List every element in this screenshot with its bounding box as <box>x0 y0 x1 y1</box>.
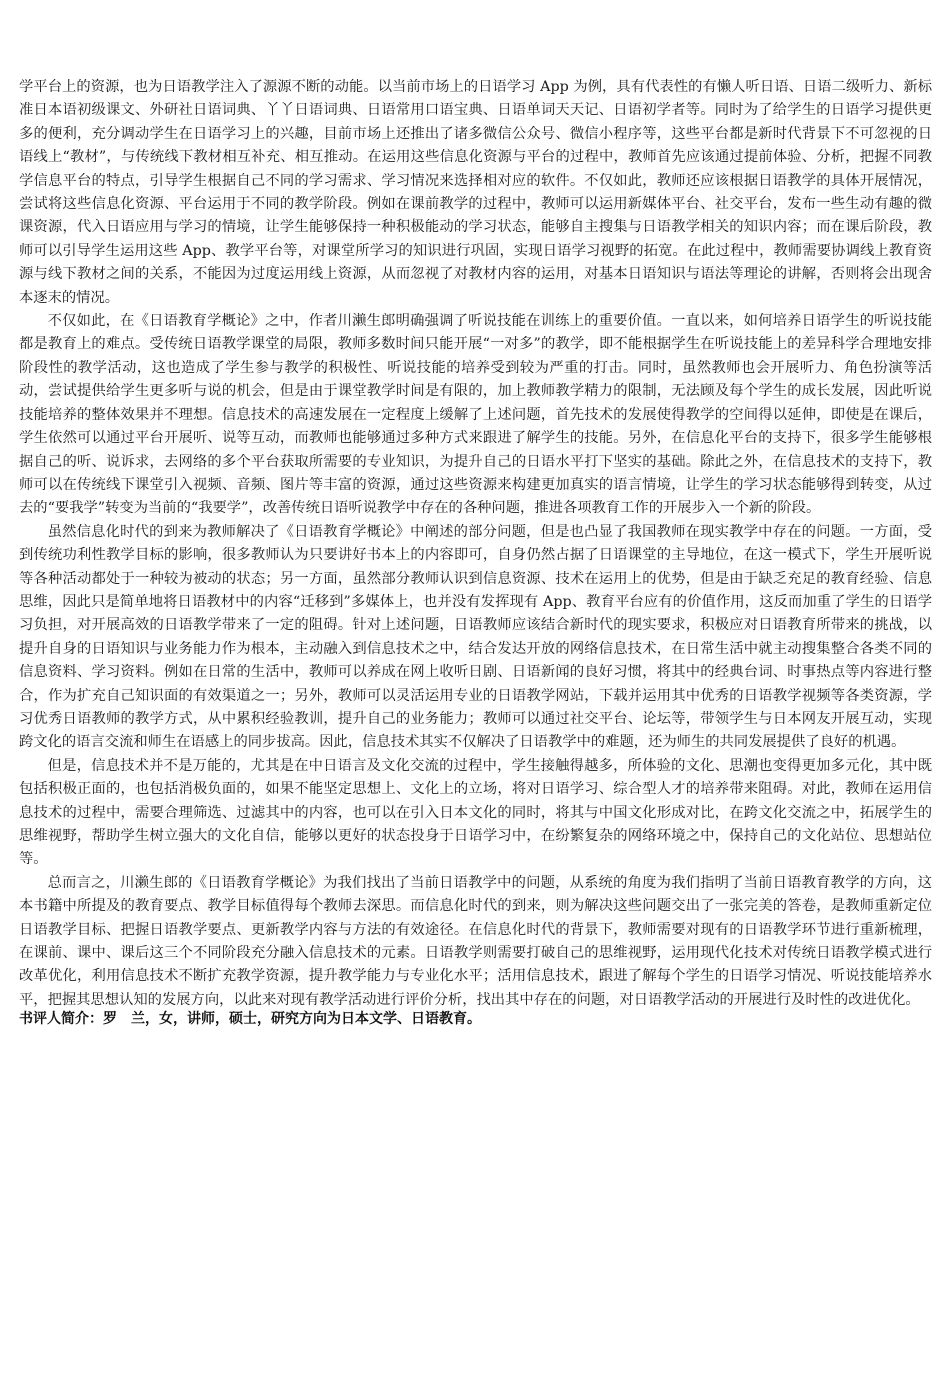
paragraph-4: 但是，信息技术并不是万能的，尤其是在中日语言及文化交流的过程中，学生接触得越多，所体验的文化、思潮也变得更加多元化，其中既包括积极正面的，也包括消极负面的，如果不能坚定思想上、文化上的立场，将对日语学习、综合型人才的培养带来阻碍。对此，教师在运用信息技术的过程中，需要合理筛选、过滤其中的内容，也可以在引入日本文化的同时，将其与中国文化形成对比，在跨文化交流之中，拓展学生的思维视野，帮助学生树立强大的文化自信，能够以更好的状态投身于日语学习中，在纷繁复杂的网络环境之中，保持自己的文化站位、思想站位等。 <box>19 757 932 868</box>
reviewer-bio: 书评人简介：罗 兰，女，讲师，硕士，研究方向为日本文学、日语教育。 <box>19 1011 481 1027</box>
paragraph-2: 不仅如此，在《日语教育学概论》之中，作者川濑生郎明确强调了听说技能在训练上的重要价值。一直以来，如何培养日语学生的听说技能都是教育上的难点。受传统日语教学课堂的局限，教师多数时间只能开展“一对多”的教学，即不能根据学生在听说技能上的差异科学合理地安排阶段性的教学活动，这也造成了学生参与教学的积极性、听说技能的培养受到较为严重的打击。同时，虽然教师也会开展听力、角色扮演等活动，尝试提供给学生更多听与说的机会，但是由于课堂教学时间是有限的，加上教师教学精力的限制，无法顾及每个学生的成长发展，因此听说技能培养的整体效果并不理想。信息技术的高速发展在一定程度上缓解了上述问题，首先技术的发展使得教学的空间得以延伸，即使是在课后，学生依然可以通过平台开展听、说等互动，而教师也能够通过多种方式来跟进了解学生的技能。另外，在信息化平台的支持下，很多学生能够根据自己的听、说诉求，去网络的多个平台获取所需要的专业知识，为提升自己的日语水平打下坚实的基础。除此之外，在信息技术的支持下，教师可以在传统线下课堂引入视频、音频、图片等丰富的资源，通过这些资源来构建更加真实的语言情境，让学生的学习状态能够得到转变，从过去的“要我学”转变为当前的“我要学”，改善传统日语听说教学中存在的各种问题，推进各项教育工作的开展步入一个新的阶段。 <box>19 313 932 517</box>
paragraph-5: 总而言之，川濑生郎的《日语教育学概论》为我们找出了当前日语教学中的问题，从系统的角度为我们指明了当前日语教育教学的方向，这本书籍中所提及的教育要点、教学目标值得每个教师去深思。而信息化时代的到来，则为解决这些问题交出了一张完美的答卷，是教师重新定位日语教学目标、把握日语教学要点、更新教学内容与方法的有效途径。在信息化时代的背景下，教师需要对现有的日语教学环节进行重新梳理，在课前、课中、课后这三个不同阶段充分融入信息技术的元素。日语教学则需要打破自己的思维视野，运用现代化技术对传统日语教学模式进行改革优化，利用信息技术不断扩充教学资源，提升教学能力与专业化水平；活用信息技术，跟进了解每个学生的日语学习情况、听说技能培养水平，把握其思想认知的发展方向，以此来对现有教学活动进行评价分析，找出其中存在的问题，对日语教学活动的开展进行及时性的改进优化。 <box>19 874 932 1008</box>
article-body <box>19 76 932 1012</box>
paragraph-1: 学平台上的资源，也为日语教学注入了源源不断的动能。以当前市场上的日语学习 App 为例，具有代表性的有懒人听日语、日语二级听力、新标准日本语初级课文、外研社日语词典、丫丫日语词典、日语常用口语宝典、日语单词天天记、日语初学者等。同时为了给学生的日语学习提供更多的便利，充分调动学生在日语学习上的兴趣，目前市场上还推出了诸多微信公众号、微信小程序等，这些平台都是新时代背景下不可忽视的日语线上“教材”，与传统线下教材相互补充、相互推动。在运用这些信息化资源与平台的过程中，教师首先应该通过提前体验、分析，把握不同教学信息平台的特点，引导学生根据自己不同的学习需求、学习情况来选择相对应的软件。不仅如此，教师还应该根据日语教学的具体开展情况，尝试将这些信息化资源、平台运用于不同的教学阶段。例如在课前教学的过程中，教师可以运用新媒体平台、社交平台，发布一些生动有趣的微课资源，代入日语应用与学习的情境，让学生能够保持一种积极能动的学习状态，能够自主搜集与日语教学相关的知识内容；而在课后阶段，教师可以引导学生运用这些 App、教学平台等，对课堂所学习的知识进行巩固，实现日语学习视野的拓宽。在此过程中，教师需要协调线上教育资源与线下教材之间的关系，不能因为过度运用线上资源，从而忽视了对教材内容的运用，对基本日语知识与语法等理论的讲解，否则将会出现舍本逐末的情况。 <box>19 79 932 306</box>
paragraph-3: 虽然信息化时代的到来为教师解决了《日语教育学概论》中阐述的部分问题，但是也凸显了我国教师在现实教学中存在的问题。一方面，受到传统功利性教学目标的影响，很多教师认为只要讲好书本上的内容即可，自身仍然占据了日语课堂的主导地位，在这一模式下，学生开展听说等各种活动都处于一种较为被动的状态；另一方面，虽然部分教师认识到信息资源、技术在运用上的优势，但是由于缺乏充足的教育经验、信息思维，因此只是简单地将日语教材中的内容“迁移到”多媒体上，也并没有发挥现有 App、教育平台应有的价值作用，这反而加重了学生的日语学习负担，对开展高效的日语教学带来了一定的阻碍。针对上述问题，日语教师应该结合新时代的现实要求，积极应对日语教育所带来的挑战，以提升自身的日语知识与业务能力作为根本，主动融入到信息技术之中，结合发达开放的网络信息技术，在日常生活中就主动搜集整合各类不同的信息资料、学习资料。例如在日常的生活中，教师可以养成在网上收听日剧、日语新闻的良好习惯，将其中的经典台词、时事热点等内容进行整合，作为扩充自己知识面的有效渠道之一；另外，教师可以灵活运用专业的日语教学网站，下载并运用其中优秀的日语教学视频等各类资源，学习优秀日语教师的教学方式，从中累积经验教训，提升自己的业务能力；教师可以通过社交平台、论坛等，带领学生与日本网友开展互动，实现跨文化的语言交流和师生在语感上的同步拔高。因此，信息技术其实不仅解决了日语教学中的难题，还为师生的共同发展提供了良好的机遇。 <box>19 523 932 751</box>
